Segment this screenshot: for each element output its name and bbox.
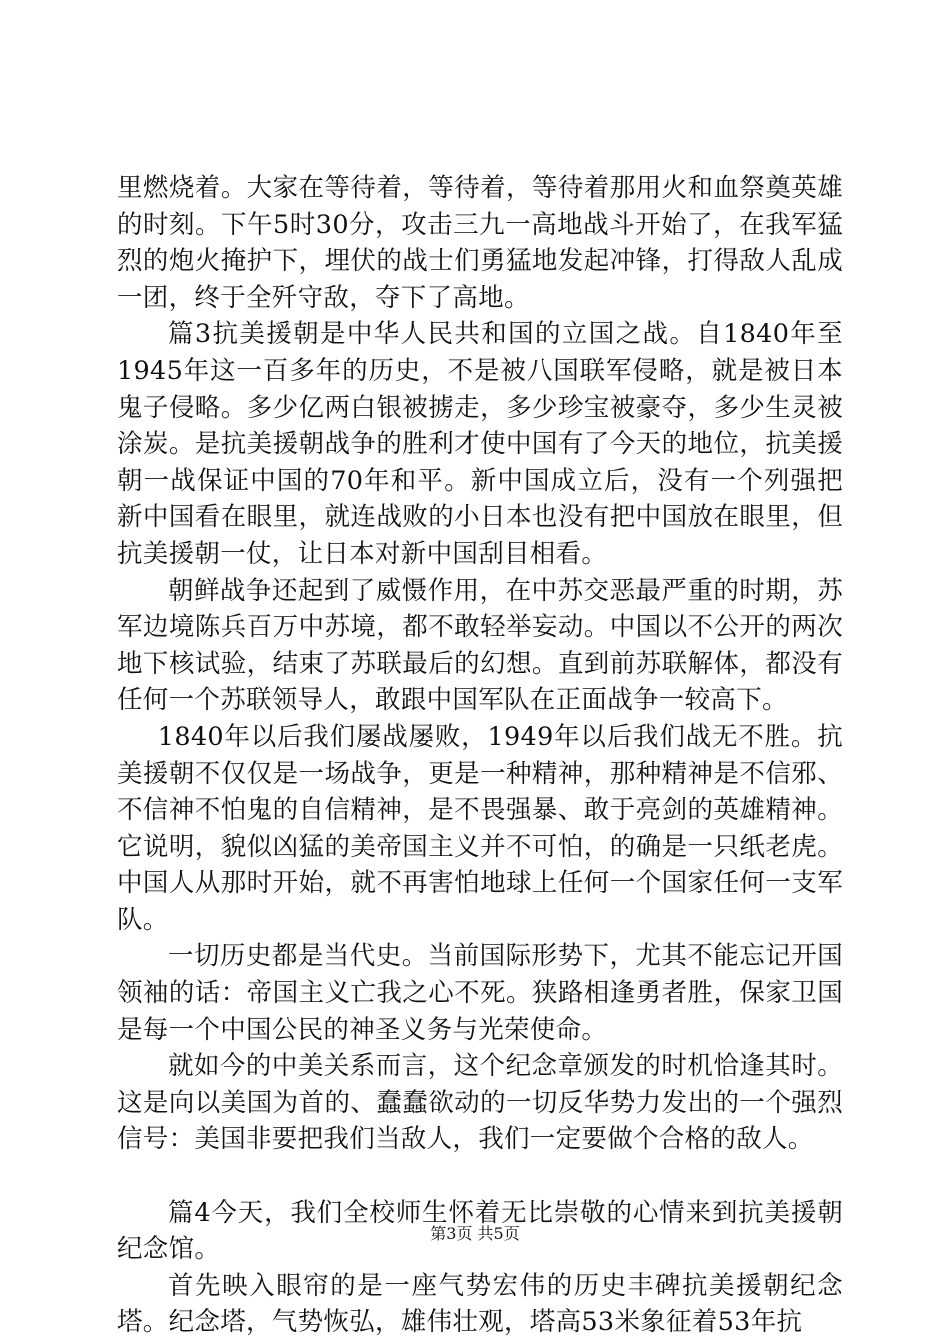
paragraph-gap	[117, 1158, 843, 1195]
paragraph-4: 1840年以后我们屡战屡败，1949年以后我们战无不胜。抗美援朝不仅仅是一场战争，更是一种精神，那种精神是不信邪、不信神不怕鬼的自信精神，是不畏强暴、敢于亮剑的英雄精神。它说明，貌似凶猛的美帝国主义并不可怕，的确是一只纸老虎。中国人从那时开始，就不再害怕地球上任何一个国家任何一支军队。	[117, 721, 843, 935]
paragraph-5: 一切历史都是当代史。当前国际形势下，尤其不能忘记开国领袖的话：帝国主义亡我之心不死。狭路相逢勇者胜，保家卫国是每一个中国公民的神圣义务与光荣使命。	[117, 941, 843, 1045]
document-body	[117, 170, 843, 1341]
paragraph-1: 里燃烧着。大家在等待着，等待着，等待着那用火和血祭奠英雄的时刻。下午5时30分，攻击三九一高地战斗开始了，在我军猛烈的炮火掩护下，埋伏的战士们勇猛地发起冲锋，打得敌人乱成一团，终于全歼守敌，夺下了高地。	[117, 173, 843, 313]
paragraph-8: 首先映入眼帘的是一座气势宏伟的历史丰碑抗美援朝纪念塔。纪念塔，气势恢弘，雄伟壮观，塔高53米象征着53年抗	[117, 1270, 843, 1338]
paragraph-7: 篇4今天，我们全校师生怀着无比崇敬的心情来到抗美援朝纪念馆。	[117, 1197, 843, 1265]
paragraph-6: 就如今的中美关系而言，这个纪念章颁发的时机恰逢其时。这是向以美国为首的、蠢蠢欲动的一切反华势力发出的一个强烈信号：美国非要把我们当敌人，我们一定要做个合格的敌人。	[117, 1051, 843, 1155]
page-number-footer: 第3页 共5页	[430, 1224, 520, 1243]
paragraph-2: 篇3抗美援朝是中华人民共和国的立国之战。自1840年至1945年这一百多年的历史，不是被八国联军侵略，就是被日本鬼子侵略。多少亿两白银被掳走，多少珍宝被豪夺，多少生灵被涂炭。是抗美援朝战争的胜利才使中国有了今天的地位，抗美援朝一战保证中国的70年和平。新中国成立后，没有一个列强把新中国看在眼里，就连战败的小日本也没有把中国放在眼里，但抗美援朝一仗，让日本对新中国刮目相看。	[117, 319, 843, 569]
paragraph-3: 朝鲜战争还起到了威慑作用，在中苏交恶最严重的时期，苏军边境陈兵百万中苏境，都不敢轻举妄动。中国以不公开的两次地下核试验，结束了苏联最后的幻想。直到前苏联解体，都没有任何一个苏联领导人，敢跟中国军队在正面战争一较高下。	[117, 575, 843, 716]
